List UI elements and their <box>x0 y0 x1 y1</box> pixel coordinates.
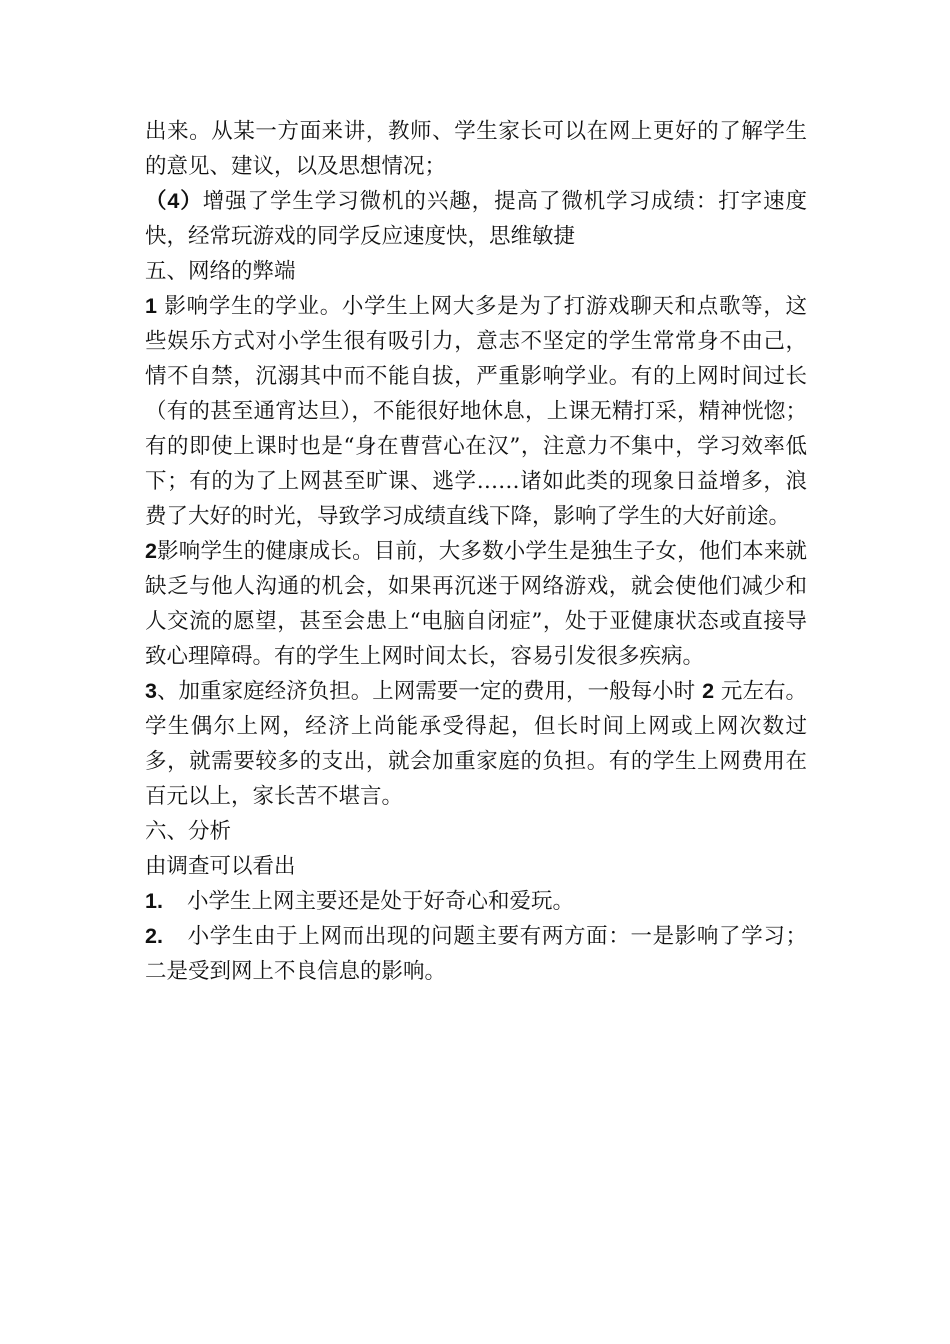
heading-text: 六、分析 <box>145 819 232 844</box>
paragraph-text: 出来。从某一方面来讲，教师、学生家长可以在网上更好的了解学生的意见、建议，以及思想情况； <box>145 119 807 179</box>
paragraph-parent-communication <box>145 114 807 184</box>
item-number: 2. <box>145 924 163 948</box>
heading-text: 五、网络的弊端 <box>145 259 296 284</box>
list-item-problems <box>145 919 807 989</box>
section-heading-drawbacks <box>145 254 807 289</box>
paragraph-text: 、加重家庭经济负担。上网需要一定的费用，一般每小时 <box>156 679 703 704</box>
paragraph-text: 增强了学生学习微机的兴趣，提高了微机学习成绩：打字速度快，经常玩游戏的同学反应速度快，思维敏捷 <box>145 189 807 249</box>
document-page <box>145 114 807 989</box>
paragraph-health-impact <box>145 534 807 674</box>
paragraph-text: 由调查可以看出 <box>145 854 296 879</box>
list-item-curiosity <box>145 884 807 919</box>
paragraph-survey-intro <box>145 849 807 884</box>
paragraph-text: 影响学生的学业。小学生上网大多是为了打游戏聊天和点歌等，这些娱乐方式对小学生很有吸引力，意志不坚定的学生常常身不由己，情不自禁，沉溺其中而不能自拔，严重影响学业。有的上网时间过长（有的甚至通宵达旦），不能很好地休息，上课无精打采，精神恍惚；有的即使上课时也是“身在曹营心在汉”，注意力不集中，学习效率低下；有的为了上网甚至旷课、逃学……诸如此类的现象日益增多，浪费了大好的时光，导致学习成绩直线下降，影响了学生的大好前途。 <box>145 294 807 529</box>
item-number: 1 <box>145 294 157 318</box>
paragraph-text: 小学生由于上网而出现的问题主要有两方面：一是影响了学习；二是受到网上不良信息的影响。 <box>145 924 807 984</box>
paragraph-text: 影响学生的健康成长。目前，大多数小学生是独生子女，他们本来就缺乏与他人沟通的机会，如果再沉迷于网络游戏，就会使他们减少和人交流的愿望，甚至会患上“电脑自闭症”，处于亚健康状态或直接导致心理障碍。有的学生上网时间太长，容易引发很多疾病。 <box>145 539 807 669</box>
item-number: 3 <box>145 679 157 703</box>
item-number: 1. <box>145 889 163 913</box>
section-heading-analysis <box>145 814 807 849</box>
item-number: 2 <box>145 539 157 563</box>
paragraph-text: 元左右。学生偶尔上网，经济上尚能承受得起，但长时间上网或上网次数过多，就需要较多的支出，就会加重家庭的负担。有的学生上网费用在百元以上，家长苦不堪言。 <box>145 679 807 809</box>
item-number: （4） <box>145 189 203 213</box>
paragraph-economic-burden <box>145 674 807 814</box>
paragraph-interest-in-computers <box>145 184 807 254</box>
paragraph-study-impact <box>145 289 807 534</box>
amount-number: 2 <box>702 679 715 703</box>
paragraph-text: 小学生上网主要还是处于好奇心和爱玩。 <box>186 889 574 914</box>
